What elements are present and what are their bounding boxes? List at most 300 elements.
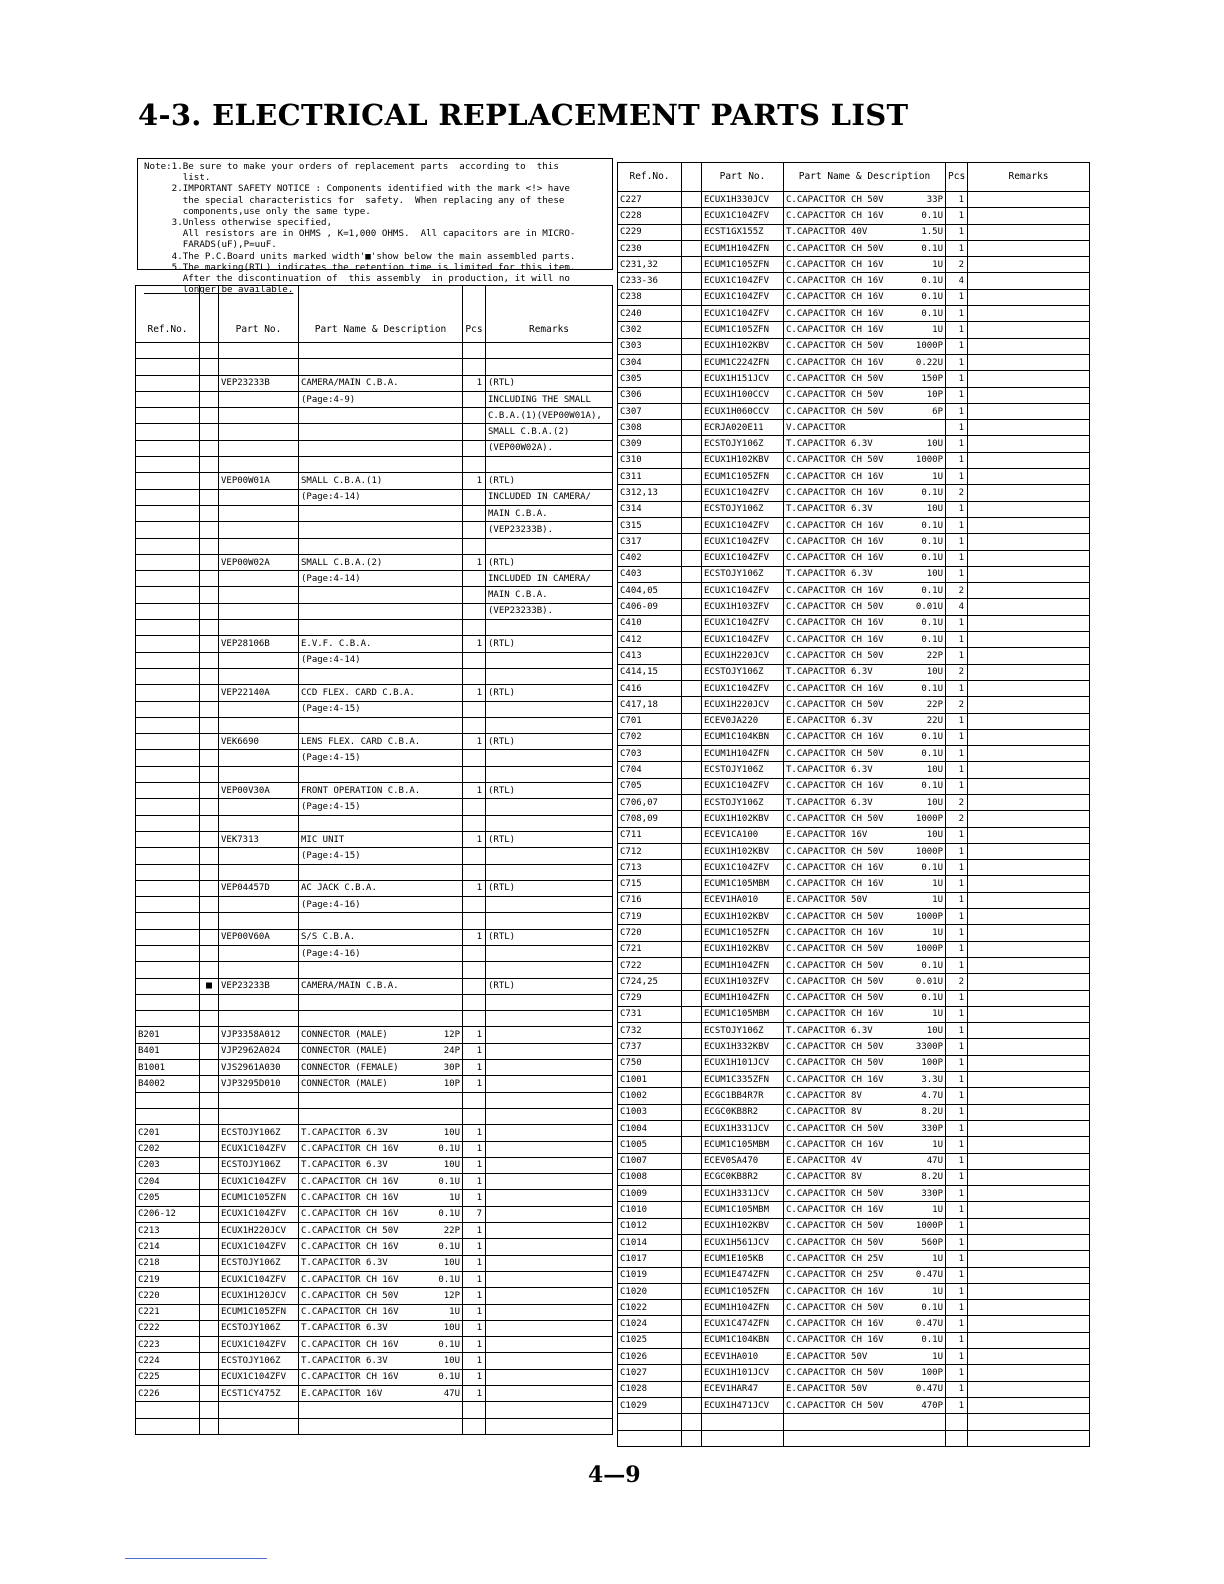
mark-cell: [200, 440, 219, 456]
remarks-cell: C.B.A.(1)(VEP00W01A),: [486, 408, 613, 424]
ref-no-cell: C713: [618, 860, 682, 876]
table-row: [618, 1023, 1090, 1039]
remarks-cell: [968, 306, 1090, 322]
ref-no-cell: [136, 734, 200, 750]
part-value: 0.1U: [921, 210, 943, 221]
remarks-cell: [968, 1153, 1090, 1169]
part-no-cell: ECUM1C104KBN: [702, 1332, 784, 1348]
part-no-cell: ECSTOJY106Z: [702, 501, 784, 517]
remarks-cell: [486, 750, 613, 766]
remarks-cell: (VEP00W02A).: [486, 440, 613, 456]
part-name-cell: [299, 1206, 463, 1222]
remarks-cell: [486, 1255, 613, 1271]
part-value: 1U: [449, 1193, 460, 1204]
part-name-cell: [299, 1108, 463, 1124]
part-name-cell: [784, 1300, 946, 1316]
remarks-cell: [486, 799, 613, 815]
mark-cell: [200, 864, 219, 880]
ref-no-cell: C314: [618, 501, 682, 517]
remarks-cell: [968, 1332, 1090, 1348]
pcs-cell: 1: [463, 1125, 486, 1141]
mark-cell: [200, 701, 219, 717]
ref-no-cell: C224: [136, 1353, 200, 1369]
part-no-cell: VJS2961A030: [219, 1060, 299, 1076]
remarks-cell: [486, 815, 613, 831]
pcs-cell: 1: [946, 1023, 968, 1039]
pcs-cell: 1: [463, 734, 486, 750]
part-name-cell: [784, 909, 946, 925]
part-description: (Page:4-15): [301, 850, 361, 861]
part-name-cell: [299, 1239, 463, 1255]
ref-no-cell: C1012: [618, 1218, 682, 1234]
part-value: 22P: [926, 650, 943, 661]
mark-cell: [682, 420, 702, 436]
part-no-cell: ECEV1HA010: [702, 1349, 784, 1365]
part-value: 0.1U: [921, 292, 943, 303]
remarks-cell: [968, 925, 1090, 941]
mark-cell: [682, 1104, 702, 1120]
part-value: 330P: [921, 1123, 943, 1134]
ref-no-cell: C406-09: [618, 599, 682, 615]
ref-no-cell: [136, 815, 200, 831]
remarks-cell: [968, 501, 1090, 517]
pcs-cell: [463, 343, 486, 359]
mark-cell: [200, 1027, 219, 1043]
table-row: [618, 1218, 1090, 1234]
part-description: T.CAPACITOR 6.3V: [301, 1258, 388, 1269]
part-name-cell: [299, 1320, 463, 1336]
remarks-cell: [486, 1190, 613, 1206]
ref-no-cell: C412: [618, 632, 682, 648]
table-row: [618, 957, 1090, 973]
table-row: [618, 1006, 1090, 1022]
table-row: [618, 1088, 1090, 1104]
ref-no-cell: [136, 620, 200, 636]
part-value: 10U: [926, 797, 943, 808]
ref-no-cell: C1003: [618, 1104, 682, 1120]
pcs-cell: 1: [946, 925, 968, 941]
remarks-cell: [486, 1320, 613, 1336]
table-row: [618, 224, 1090, 240]
part-no-cell: ECUM1C105MBM: [702, 1137, 784, 1153]
mark-cell: [682, 306, 702, 322]
table-row: [136, 668, 613, 684]
part-no-cell: ECUM1C105ZFN: [702, 925, 784, 941]
part-value: 0.1U: [921, 618, 943, 629]
remarks-cell: [486, 1027, 613, 1043]
ref-no-cell: C310: [618, 452, 682, 468]
table-row: [136, 522, 613, 538]
part-value: 330P: [921, 1188, 943, 1199]
part-no-cell: ECST1GX155Z: [702, 224, 784, 240]
part-description: T.CAPACITOR 6.3V: [786, 1025, 873, 1036]
part-name-cell: [299, 1092, 463, 1108]
table-row: [136, 1239, 613, 1255]
part-description: (Page:4-16): [301, 948, 361, 959]
ref-no-cell: [136, 750, 200, 766]
pcs-cell: 1: [946, 1104, 968, 1120]
part-no-cell: [219, 945, 299, 961]
part-no-cell: VJP3295D010: [219, 1076, 299, 1092]
part-no-cell: ECUM1H104ZFN: [702, 957, 784, 973]
part-value: 24P: [443, 1046, 460, 1057]
pcs-cell: 1: [946, 632, 968, 648]
remarks-cell: [486, 1304, 613, 1320]
part-no-cell: [219, 457, 299, 473]
table-row: [618, 778, 1090, 794]
ref-no-cell: [136, 1418, 200, 1434]
table-row: [136, 897, 613, 913]
pcs-cell: [463, 587, 486, 603]
part-description: V.CAPACITOR: [786, 422, 846, 433]
ref-no-cell: C204: [136, 1174, 200, 1190]
remarks-cell: [486, 620, 613, 636]
remarks-cell: [968, 1430, 1090, 1446]
mark-cell: [682, 289, 702, 305]
part-description: C.CAPACITOR CH 50V: [786, 748, 884, 759]
table-row: [136, 945, 613, 961]
mark-cell: [682, 827, 702, 843]
part-description: (Page:4-14): [301, 573, 361, 584]
ref-no-cell: C238: [618, 289, 682, 305]
part-no-cell: ECUM1C105ZFN: [702, 257, 784, 273]
table-row: [136, 1092, 613, 1108]
remarks-cell: [968, 664, 1090, 680]
part-value: 1U: [932, 1253, 943, 1264]
part-name-cell: [299, 945, 463, 961]
header-remarks: Remarks: [486, 286, 613, 343]
ref-no-cell: C1002: [618, 1088, 682, 1104]
table-row: [136, 391, 613, 407]
remarks-cell: [486, 1141, 613, 1157]
header-part-name: Part Name & Description: [784, 163, 946, 192]
part-description: C.CAPACITOR CH 16V: [786, 536, 884, 547]
table-row: [136, 571, 613, 587]
part-description: C.CAPACITOR CH 16V: [786, 1335, 884, 1346]
part-description: (Page:4-16): [301, 899, 361, 910]
part-no-cell: ECUX1C104ZFV: [702, 615, 784, 631]
part-value: 1000P: [915, 813, 943, 824]
ref-no-cell: C228: [618, 208, 682, 224]
table-row: [618, 909, 1090, 925]
remarks-cell: (RTL): [486, 554, 613, 570]
mark-cell: [200, 1239, 219, 1255]
remarks-cell: [968, 892, 1090, 908]
remarks-cell: [486, 359, 613, 375]
remarks-cell: [968, 403, 1090, 419]
pcs-cell: [463, 1108, 486, 1124]
remarks-cell: [968, 794, 1090, 810]
part-description: C.CAPACITOR CH 16V: [786, 276, 884, 287]
ref-no-cell: B201: [136, 1027, 200, 1043]
table-row: [136, 1418, 613, 1434]
pcs-cell: 4: [946, 273, 968, 289]
remarks-cell: [968, 452, 1090, 468]
part-description: (Page:4-9): [301, 394, 356, 405]
part-name-cell: [784, 843, 946, 859]
remarks-cell: [486, 701, 613, 717]
part-description: T.CAPACITOR 6.3V: [786, 569, 873, 580]
remarks-cell: [486, 897, 613, 913]
part-no-cell: ECUX1H220JCV: [702, 697, 784, 713]
note-line: All resistors are in OHMS , K=1,000 OHMS. All capacitors are in MICRO-: [144, 228, 576, 240]
part-value: 0.1U: [438, 1274, 460, 1285]
mark-cell: [682, 860, 702, 876]
remarks-cell: [968, 843, 1090, 859]
ref-no-cell: C414,15: [618, 664, 682, 680]
part-value: 0.1U: [921, 1335, 943, 1346]
part-value: 22U: [926, 716, 943, 727]
part-name-cell: [784, 354, 946, 370]
mark-cell: [682, 1202, 702, 1218]
part-description: C.CAPACITOR CH 50V: [786, 1237, 884, 1248]
part-description: C.CAPACITOR CH 50V: [786, 373, 884, 384]
part-description: (Page:4-14): [301, 655, 361, 666]
part-name-cell: [784, 566, 946, 582]
part-name-cell: [299, 1174, 463, 1190]
remarks-cell: [968, 1006, 1090, 1022]
part-name-cell: [299, 913, 463, 929]
pcs-cell: [463, 717, 486, 733]
table-row: [618, 240, 1090, 256]
remarks-cell: [968, 729, 1090, 745]
part-no-cell: ECUX1H103ZFV: [702, 599, 784, 615]
part-no-cell: [702, 1430, 784, 1446]
part-name-cell: [784, 941, 946, 957]
mark-cell: [682, 338, 702, 354]
table-row: [136, 701, 613, 717]
pcs-cell: [463, 994, 486, 1010]
pcs-cell: 1: [463, 1060, 486, 1076]
table-row: [618, 501, 1090, 517]
remarks-cell: [968, 615, 1090, 631]
part-name-cell: [784, 1218, 946, 1234]
part-name-cell: [784, 208, 946, 224]
part-no-cell: [219, 913, 299, 929]
part-description: MIC UNIT: [301, 834, 345, 845]
pcs-cell: 1: [946, 306, 968, 322]
ref-no-cell: C1010: [618, 1202, 682, 1218]
table-row: [136, 962, 613, 978]
part-description: C.CAPACITOR CH 50V: [786, 1302, 884, 1313]
remarks-cell: [968, 1039, 1090, 1055]
parts-table-right: [617, 162, 1090, 1447]
part-no-cell: ECSTOJY106Z: [219, 1320, 299, 1336]
table-row: [618, 1137, 1090, 1153]
remarks-cell: (RTL): [486, 978, 613, 994]
mark-cell: [200, 799, 219, 815]
pcs-cell: [463, 457, 486, 473]
part-description: C.CAPACITOR CH 50V: [786, 699, 884, 710]
note-line: Note:1.Be sure to make your orders of replacement parts according to this: [144, 161, 559, 172]
ref-no-cell: C706,07: [618, 794, 682, 810]
ref-no-cell: C230: [618, 240, 682, 256]
part-description: T.CAPACITOR 6.3V: [301, 1356, 388, 1367]
remarks-cell: [968, 648, 1090, 664]
ref-no-cell: C222: [136, 1320, 200, 1336]
table-row: [618, 1300, 1090, 1316]
remarks-cell: [968, 1267, 1090, 1283]
ref-no-cell: C240: [618, 306, 682, 322]
part-no-cell: VEP00V30A: [219, 783, 299, 799]
part-no-cell: ECUX1H330JCV: [702, 192, 784, 208]
remarks-cell: [486, 1353, 613, 1369]
table-row: [136, 815, 613, 831]
part-name-cell: [784, 1235, 946, 1251]
mark-cell: [682, 664, 702, 680]
part-no-cell: ECUM1H104ZFN: [702, 1300, 784, 1316]
part-name-cell: [299, 489, 463, 505]
part-description: T.CAPACITOR 6.3V: [301, 1160, 388, 1171]
part-value: 0.1U: [921, 1302, 943, 1313]
pcs-cell: 1: [946, 1349, 968, 1365]
part-description: C.CAPACITOR CH 50V: [786, 243, 884, 254]
pcs-cell: 1: [946, 1300, 968, 1316]
notes-box: [137, 158, 613, 296]
part-name-cell: [299, 587, 463, 603]
mark-cell: [200, 1076, 219, 1092]
mark-cell: [200, 1353, 219, 1369]
table-row: [618, 257, 1090, 273]
part-name-cell: [784, 1414, 946, 1430]
table-row: [136, 652, 613, 668]
part-no-cell: ECGC0KB8R2: [702, 1169, 784, 1185]
part-no-cell: [219, 864, 299, 880]
part-description: CAMERA/MAIN C.B.A.: [301, 378, 399, 389]
remarks-cell: [968, 436, 1090, 452]
part-description: C.CAPACITOR CH 16V: [786, 1319, 884, 1330]
mark-cell: [682, 452, 702, 468]
mark-cell: [682, 762, 702, 778]
header-part-no: Part No.: [219, 286, 299, 343]
mark-cell: [200, 554, 219, 570]
pcs-cell: [463, 945, 486, 961]
part-no-cell: ECUX1H060CCV: [702, 403, 784, 419]
mark-cell: [200, 1190, 219, 1206]
mark-cell: [682, 794, 702, 810]
table-row: [136, 375, 613, 391]
part-no-cell: [219, 994, 299, 1010]
part-no-cell: ECST1CY475Z: [219, 1386, 299, 1402]
mark-cell: [682, 1023, 702, 1039]
part-no-cell: [219, 815, 299, 831]
pcs-cell: 1: [463, 1288, 486, 1304]
part-name-cell: [784, 289, 946, 305]
ref-no-cell: C1027: [618, 1365, 682, 1381]
pcs-cell: 1: [946, 566, 968, 582]
remarks-cell: [968, 1120, 1090, 1136]
part-no-cell: [219, 799, 299, 815]
part-name-cell: [299, 1190, 463, 1206]
remarks-cell: [968, 485, 1090, 501]
part-value: 6P: [932, 406, 943, 417]
part-no-cell: [219, 1011, 299, 1027]
part-value: 1000P: [915, 911, 943, 922]
part-no-cell: ECUX1H120JCV: [219, 1288, 299, 1304]
part-no-cell: ECUX1H332KBV: [702, 1039, 784, 1055]
note-line: components,use only the same type.: [144, 205, 371, 217]
mark-cell: [682, 925, 702, 941]
remarks-cell: [486, 1402, 613, 1418]
part-description: C.CAPACITOR CH 50V: [786, 911, 884, 922]
part-name-cell: [784, 1365, 946, 1381]
mark-cell: [200, 603, 219, 619]
part-value: 0.1U: [921, 748, 943, 759]
part-value: 10U: [443, 1356, 460, 1367]
mark-cell: [200, 815, 219, 831]
table-row: [618, 1332, 1090, 1348]
part-description: C.CAPACITOR CH 50V: [786, 944, 884, 955]
part-no-cell: ECUX1C104ZFV: [702, 306, 784, 322]
part-value: 1U: [932, 1351, 943, 1362]
pcs-cell: 1: [463, 1027, 486, 1043]
remarks-cell: [486, 1174, 613, 1190]
remarks-cell: (RTL): [486, 734, 613, 750]
part-no-cell: VEP00V60A: [219, 929, 299, 945]
pcs-cell: 1: [946, 729, 968, 745]
mark-cell: [200, 571, 219, 587]
part-no-cell: ECUX1C104ZFV: [702, 550, 784, 566]
table-row: [618, 697, 1090, 713]
part-no-cell: ECUX1H101JCV: [702, 1365, 784, 1381]
mark-cell: [682, 648, 702, 664]
ref-no-cell: C1017: [618, 1251, 682, 1267]
part-description: C.CAPACITOR CH 50V: [786, 846, 884, 857]
ref-no-cell: C1025: [618, 1332, 682, 1348]
part-value: 8.2U: [921, 1172, 943, 1183]
remarks-cell: [968, 680, 1090, 696]
header-mark: [682, 163, 702, 192]
part-no-cell: ECEV1CA100: [702, 827, 784, 843]
remarks-cell: [486, 1011, 613, 1027]
part-name-cell: [299, 701, 463, 717]
table-row: [136, 1043, 613, 1059]
part-value: 10U: [926, 569, 943, 580]
part-no-cell: [219, 750, 299, 766]
pcs-cell: 1: [946, 892, 968, 908]
part-name-cell: [299, 538, 463, 554]
ref-no-cell: C719: [618, 909, 682, 925]
part-no-cell: ECUX1C104ZFV: [702, 273, 784, 289]
part-name-cell: [784, 860, 946, 876]
part-description: E.CAPACITOR 50V: [786, 1351, 868, 1362]
table-row: [618, 452, 1090, 468]
part-description: E.CAPACITOR 6.3V: [786, 716, 873, 727]
ref-no-cell: C1029: [618, 1397, 682, 1413]
part-no-cell: [219, 652, 299, 668]
part-name-cell: [299, 799, 463, 815]
ref-no-cell: C724,25: [618, 974, 682, 990]
pcs-cell: 1: [946, 1169, 968, 1185]
pcs-cell: 1: [946, 420, 968, 436]
ref-no-cell: [136, 1011, 200, 1027]
remarks-cell: [968, 1300, 1090, 1316]
mark-cell: [682, 941, 702, 957]
ref-no-cell: C417,18: [618, 697, 682, 713]
table-row: [136, 1402, 613, 1418]
table-row: [618, 843, 1090, 859]
part-no-cell: ECUM1C105ZFN: [702, 1283, 784, 1299]
table-row: [618, 583, 1090, 599]
table-row: [136, 1141, 613, 1157]
part-name-cell: [299, 848, 463, 864]
ref-no-cell: [136, 848, 200, 864]
part-name-cell: [299, 571, 463, 587]
remarks-cell: [968, 469, 1090, 485]
part-no-cell: ECUM1C105MBM: [702, 1202, 784, 1218]
part-name-cell: [299, 1369, 463, 1385]
part-no-cell: ECSTOJY106Z: [702, 762, 784, 778]
